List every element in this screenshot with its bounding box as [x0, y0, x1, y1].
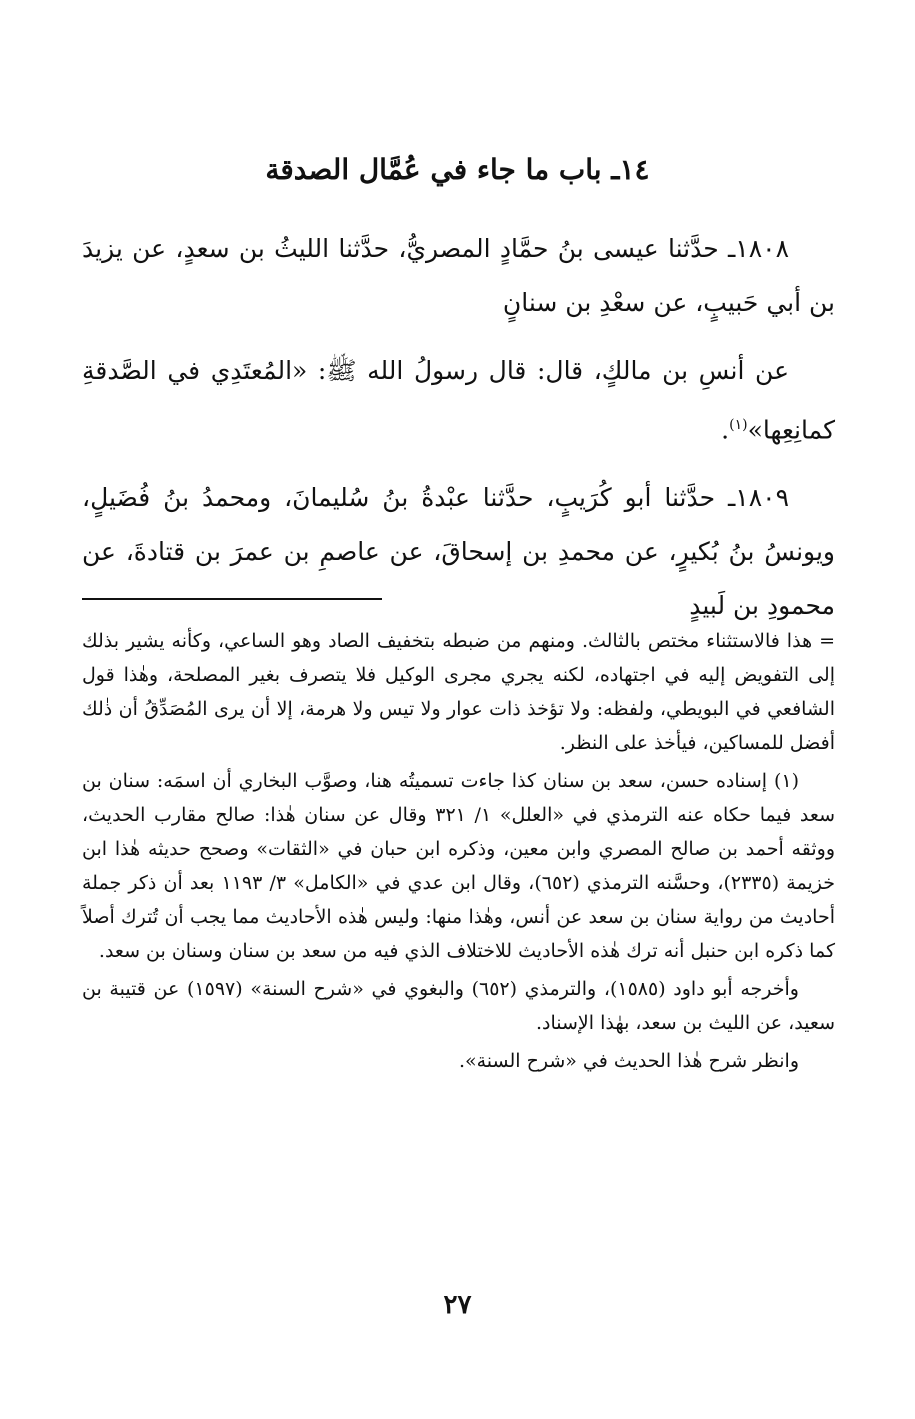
page-number: ٢٧ [443, 1290, 472, 1320]
chapter-heading: ١٤ـ باب ما جاء في عُمَّال الصدقة [265, 153, 650, 186]
hadith-1809 [82, 471, 835, 633]
footnote-divider [82, 598, 382, 600]
footnote-continuation: = هذا فالاستثناء مختص بالثالث. ومنهم من ضبطه بتخفيف الصاد وهو الساعي، وكأنه يشير بذلك إلى التفويض إليه في اجتهاده، لكنه يجري مجرى الوكيل فلا يتصرف بغير المصلحة، وهٰذا قول الشافعي في البويطي، ولفظه: ولا تؤخذ ذات عوار ولا تيس ولا هرمة، إلا أن يرى المُصَدِّقُ أن ذٰلك أفضل للمساكين، فيأخذ على النظر. [82, 630, 835, 754]
footnote-1: (١) إسناده حسن، سعد بن سنان كذا جاءت تسميتُه هنا، وصوَّب البخاري أن اسمَه: سنان بن سعد فيما حكاه عنه الترمذي في «العلل» ١/ ٣٢١ وقال عن سنان هٰذا: صالح مقارب الحديث، ووثقه أحمد بن صالح المصري وابن معين، وذكره ابن حبان في «الثقات» وصحح حديثه هٰذا ابن خزيمة (٢٣٣٥)، وحسَّنه الترمذي (٦٥٢)، وقال ابن عدي في «الكامل» ٣/ ١١٩٣ بعد أن ذكر جملة أحاديث من رواية سنان بن سعد عن أنس، وهٰذا منها: وليس هٰذه الأحاديث مما يجب أن تُترك أصلاً كما ذكره ابن حنبل أنه ترك هٰذه الأحاديث للاختلاف الذي فيه من سعد بن سنان وسنان بن سعد. [82, 770, 835, 962]
hadith-1808 [82, 222, 835, 330]
footnote-takhrij: وأخرجه أبو داود (١٥٨٥)، والترمذي (٦٥٢) والبغوي في «شرح السنة» (١٥٩٧) عن قتيبة بن سعيد، عن الليث بن سعد، بهٰذا الإسناد. [82, 978, 835, 1034]
hadith-1808-text: ١٨٠٨ـ حدَّثنا عيسى بنُ حمَّادٍ المصريُّ، حدَّثنا الليثُ بن سعدٍ، عن يزيدَ بن أبي حَبيبٍ، عن سعْدِ بن سنانٍ [82, 234, 835, 317]
sentence-end: . [721, 415, 730, 445]
footnotes [82, 624, 835, 1082]
hadith-1808-matn [82, 344, 835, 457]
footnote-ref: (١) [729, 417, 748, 433]
hadith-text [82, 222, 835, 647]
footnote-see-also: وانظر شرح هٰذا الحديث في «شرح السنة». [458, 1050, 799, 1072]
hadith-1808-matn-text: عن أنسِ بن مالكٍ، قال: قال رسولُ الله ﷺ: «المُعتَدِي في الصَّدقةِ كمانِعِها» [82, 356, 835, 445]
hadith-1809-text: ١٨٠٩ـ حدَّثنا أبو كُرَيبٍ، حدَّثنا عبْدةُ بنُ سُليمانَ، ومحمدُ بنُ فُضَيلٍ، ويونسُ بنُ بُكيرٍ، عن محمدِ بن إسحاقَ، عن عاصمِ بن عمرَ بن قتادةَ، عن محمودِ بن لَبيدٍ [82, 483, 835, 621]
